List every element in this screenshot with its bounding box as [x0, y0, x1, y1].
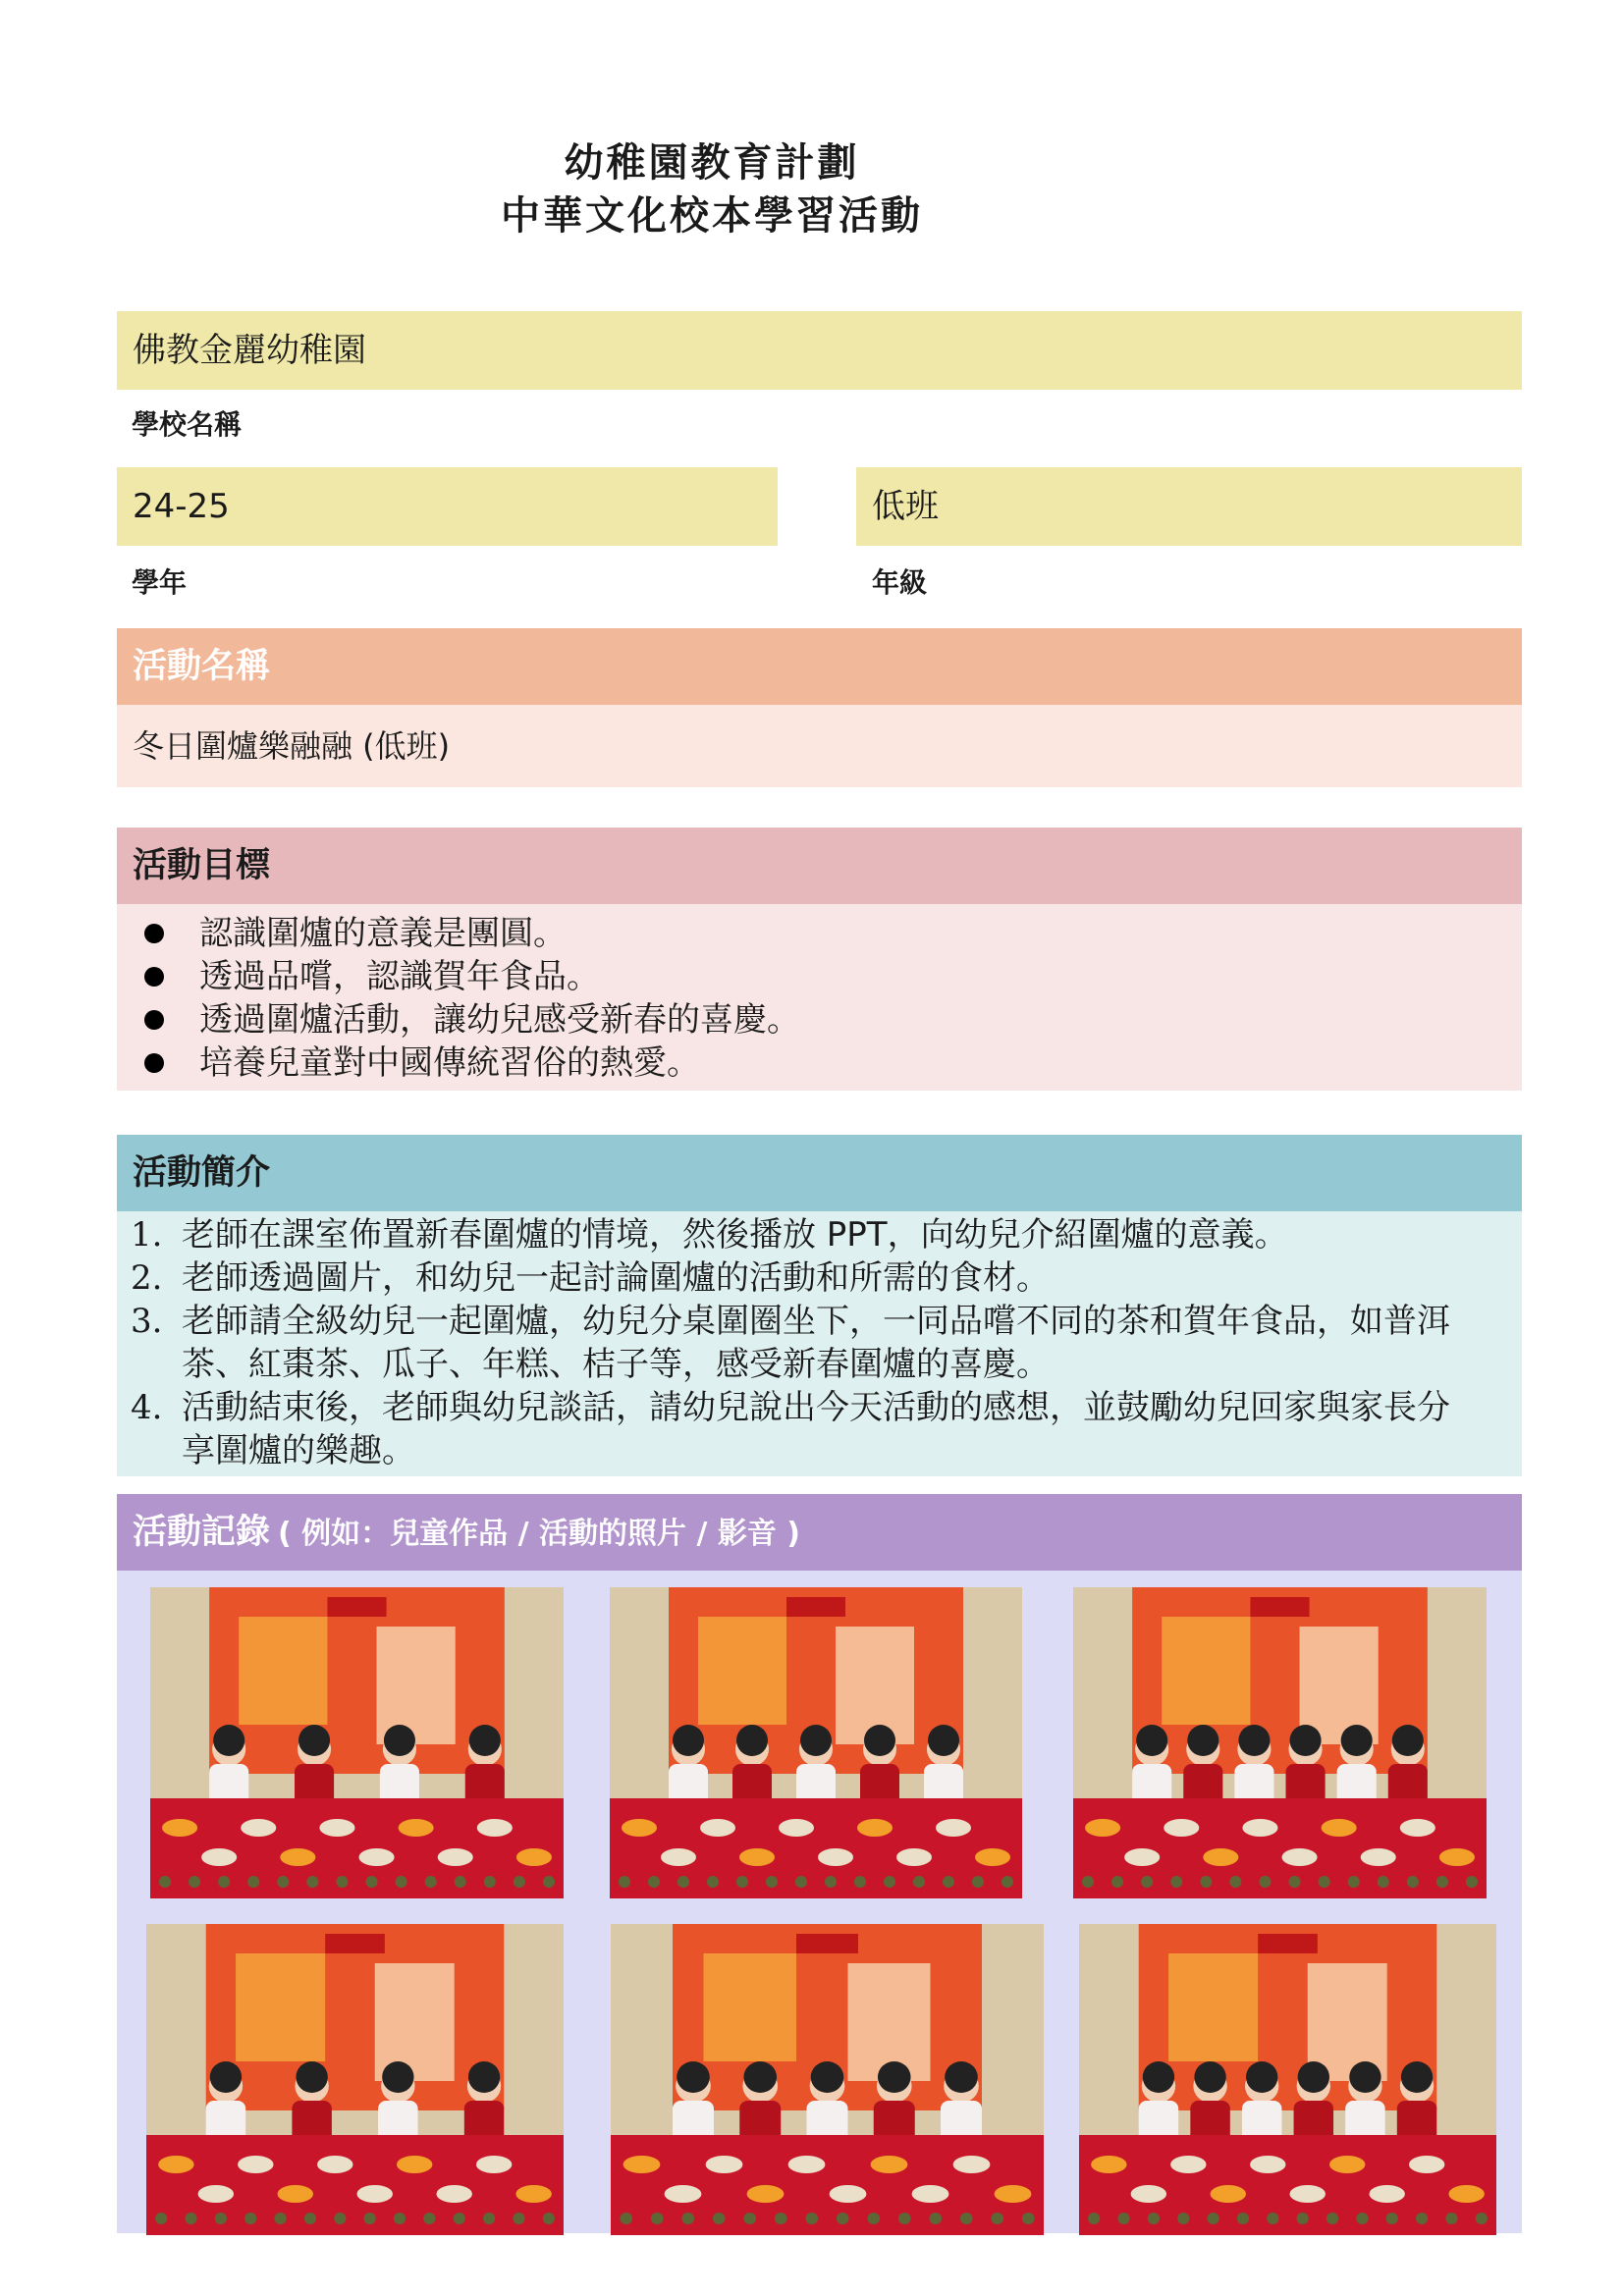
photo-image: [610, 1587, 1022, 1898]
step-number: 2.: [131, 1258, 163, 1298]
records-heading-note: ( 例如：兒童作品 / 活動的照片 / 影音 ): [278, 1517, 801, 1551]
photo-image: [1079, 1924, 1496, 2235]
activity-photo-2: [610, 1587, 1022, 1898]
bullet-icon: [144, 924, 164, 943]
intro-step: [117, 1386, 1463, 1472]
intro-step: [117, 1256, 1463, 1300]
grade-field: 低班: [856, 467, 1522, 546]
step-number: 1.: [131, 1215, 163, 1255]
intro-steps-list: [117, 1213, 1463, 1472]
step-number: 4.: [131, 1388, 163, 1427]
activity-photo-6: [1079, 1924, 1496, 2235]
step-number: 3.: [131, 1302, 163, 1341]
intro-step: [117, 1213, 1463, 1256]
school-year-field: 24-25: [117, 467, 778, 546]
objective-text: 透過圍爐活動，讓幼兒感受新春的喜慶。: [199, 1000, 800, 1040]
activity-photo-4: [146, 1924, 564, 2235]
step-text: 老師透過圖片，和幼兒一起討論圍爐的活動和所需的食材。: [182, 1258, 1050, 1298]
photo-image: [146, 1924, 564, 2235]
page-title-line2: 中華文化校本學習活動: [501, 193, 923, 239]
school-name-field: 佛教金麗幼稚園: [117, 311, 1522, 390]
photo-image: [1073, 1587, 1487, 1898]
intro-body: [117, 1211, 1522, 1476]
objective-item: [133, 1041, 1522, 1085]
activity-photo-1: [150, 1587, 564, 1898]
activity-name-value: 冬日圍爐樂融融 (低班): [117, 705, 1522, 787]
objective-item: [133, 912, 1522, 955]
step-text: 老師請全級幼兒一起圍爐，幼兒分桌圍圈坐下，一同品嚐不同的茶和賀年食品，如普洱茶、紅棗茶、瓜子、年糕、桔子等，感受新春圍爐的喜慶。: [182, 1302, 1450, 1384]
activity-photo-3: [1073, 1587, 1487, 1898]
bullet-icon: [144, 1010, 164, 1030]
intro-step: [117, 1300, 1463, 1386]
objective-item: [133, 998, 1522, 1041]
objective-text: 透過品嚐，認識賀年食品。: [199, 957, 600, 996]
bullet-icon: [144, 967, 164, 987]
activity-photo-5: [611, 1924, 1044, 2235]
grade-label: 年級: [872, 566, 928, 599]
page-title-line1: 幼稚園教育計劃: [564, 140, 860, 186]
photo-image: [611, 1924, 1044, 2235]
intro-heading: 活動簡介: [117, 1135, 1522, 1211]
objectives-heading: 活動目標: [117, 828, 1522, 904]
school-name-label: 學校名稱: [132, 408, 243, 441]
records-heading: [117, 1494, 1522, 1571]
school-year-label: 學年: [132, 566, 188, 599]
objectives-list: [117, 904, 1522, 1085]
records-heading-title: 活動記錄: [133, 1513, 271, 1552]
photo-image: [150, 1587, 564, 1898]
step-text: 老師在課室佈置新春圍爐的情境，然後播放 PPT，向幼兒介紹圍爐的意義。: [182, 1215, 1288, 1255]
objective-text: 認識圍爐的意義是團圓。: [199, 914, 567, 953]
bullet-icon: [144, 1053, 164, 1073]
activity-name-heading: 活動名稱: [117, 628, 1522, 705]
objectives-body: [117, 904, 1522, 1091]
step-text: 活動結束後，老師與幼兒談話，請幼兒說出今天活動的感想，並鼓勵幼兒回家與家長分享圍爐的樂趣。: [182, 1388, 1450, 1470]
objective-text: 培養兒童對中國傳統習俗的熱愛。: [199, 1043, 700, 1083]
objective-item: [133, 955, 1522, 998]
